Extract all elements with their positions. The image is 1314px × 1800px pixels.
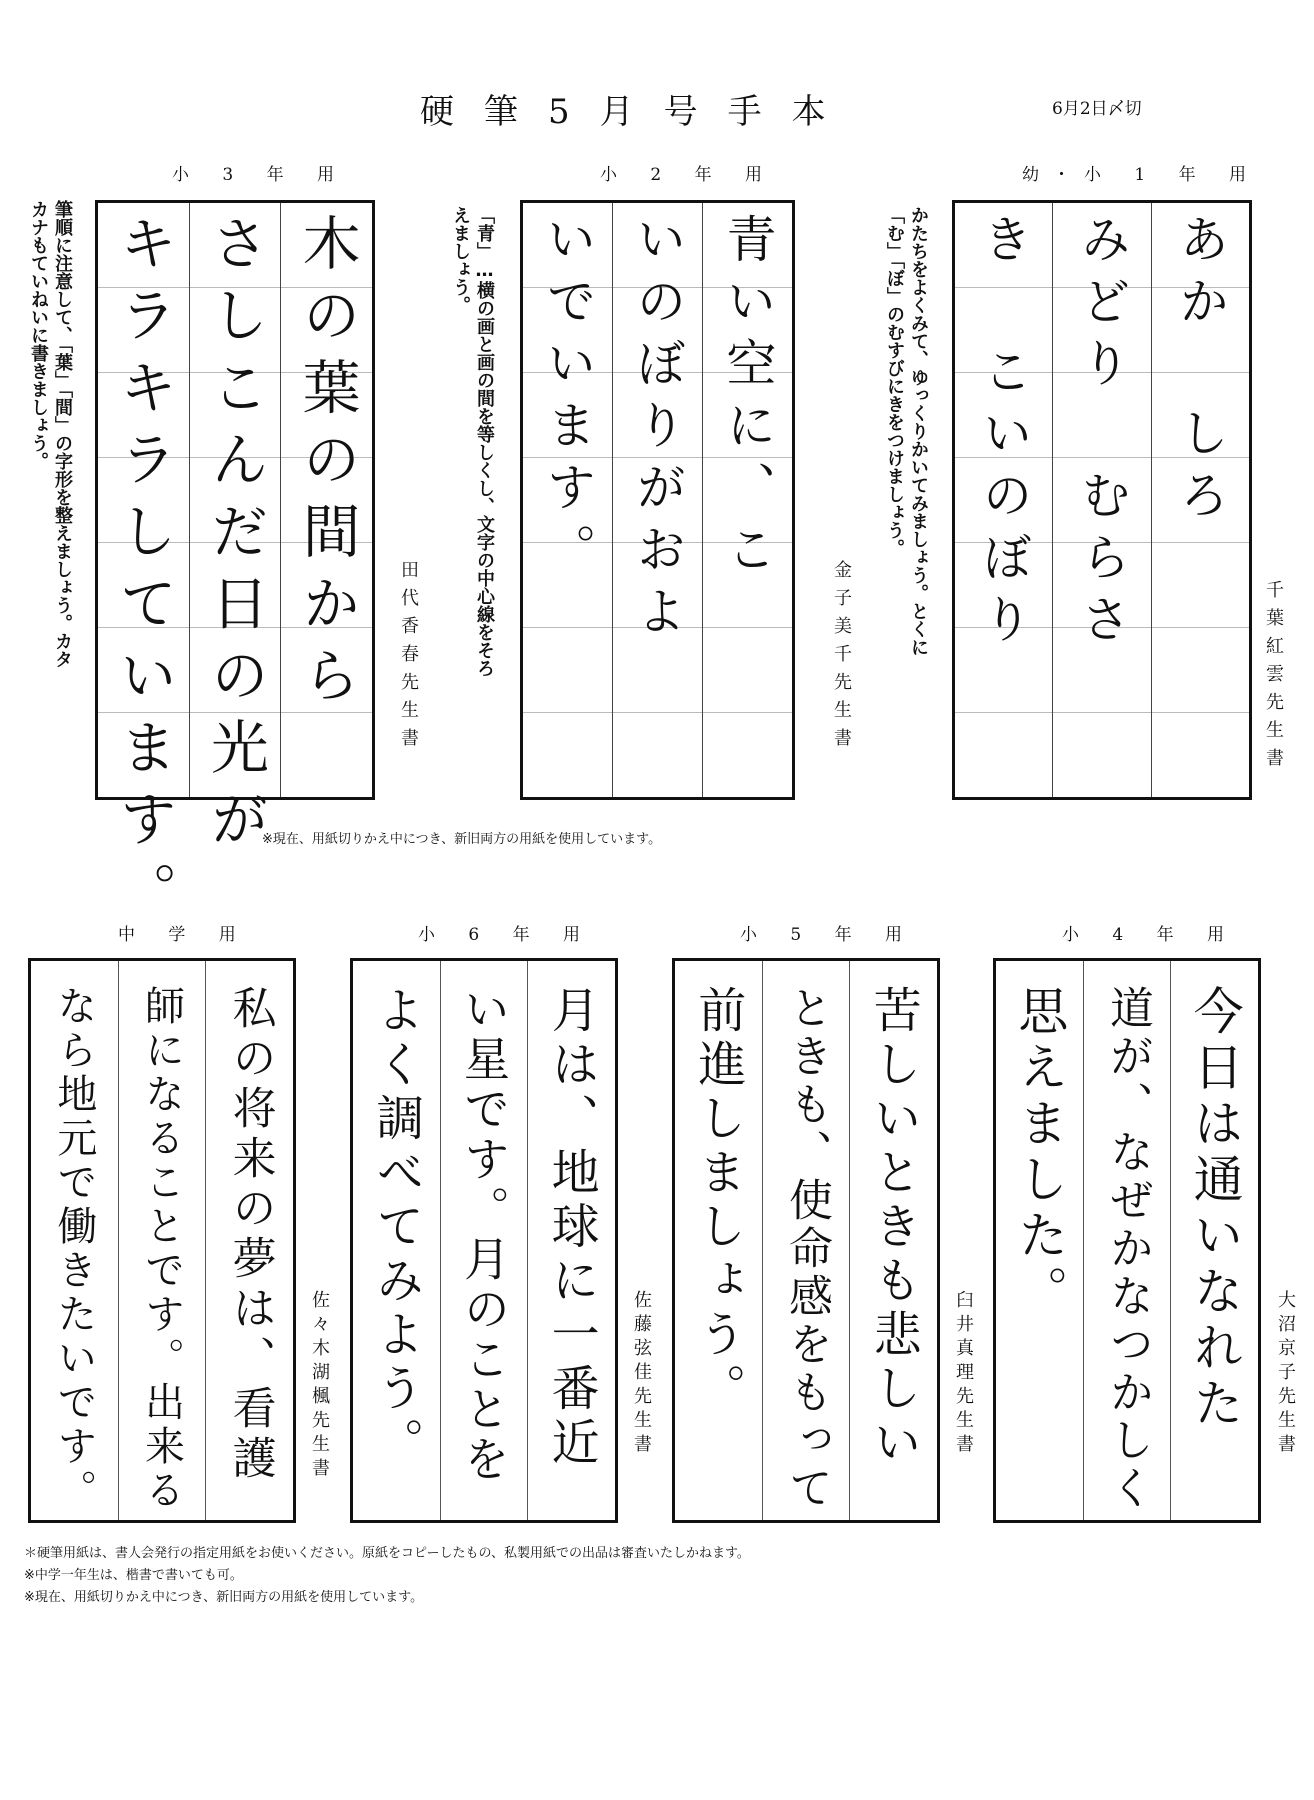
sheet-column — [849, 961, 937, 1520]
sheet-column — [523, 203, 612, 797]
sheet-column — [189, 203, 281, 861]
sheet-column — [1052, 203, 1150, 797]
sheet-column — [205, 961, 293, 1520]
model-text: 青い空に、こ — [718, 213, 777, 585]
note-line: かたちをよくみて、ゆっくりかいてみましょう。とくに — [908, 206, 929, 656]
model-text: 師になることです。出来る — [138, 985, 185, 1513]
model-text: 道が、なぜかなつかしく — [1101, 985, 1153, 1513]
sheet-column — [527, 961, 615, 1520]
footer-note-kaisho: ※中学一年生は、楷書で書いても可。 — [24, 1568, 243, 1583]
practice-sheet-sho6 — [350, 958, 618, 1523]
paper-change-note: ※現在、用紙切りかえ中につき、新旧両方の用紙を使用しています。 — [262, 832, 662, 847]
practice-sheet-sho2 — [520, 200, 795, 800]
sheet-column — [440, 961, 528, 1520]
model-text: 私の将来の夢は、看護 — [224, 985, 276, 1485]
note-line: 筆順に注意して、「葉」「間」の字形を整えましょう。カタ — [52, 200, 73, 668]
sheet-column — [702, 203, 792, 797]
grade-label-sho6: 小 6 年 用 — [418, 925, 595, 945]
instruction-note-yo1 — [882, 206, 930, 656]
note-line: えましょう。 — [450, 206, 471, 314]
model-text: いのぼりがおよ — [628, 213, 687, 647]
practice-sheet-chu — [28, 958, 296, 1523]
sheet-column — [612, 203, 702, 797]
model-text: き こいのぼり — [974, 213, 1033, 655]
grade-label-sho5: 小 5 年 用 — [740, 925, 917, 945]
model-text: あか しろ — [1171, 213, 1230, 531]
model-text: い星です。月のことを — [456, 985, 511, 1485]
model-text: みどり むらさ — [1073, 213, 1131, 655]
sheet-column — [762, 961, 850, 1520]
grade-label-yo1: 幼・小 1 年 用 — [1022, 165, 1261, 185]
sheet-column — [280, 203, 372, 797]
model-text: 前進しましょう。 — [689, 985, 746, 1417]
deadline: 6月2日〆切 — [1052, 99, 1142, 119]
teacher-credit-sho6: 佐藤弦佳先生書 — [631, 1290, 652, 1458]
model-text: なら地元で働きたいです。 — [50, 985, 97, 1513]
practice-sheet-yo1 — [952, 200, 1252, 800]
sheet-column — [955, 203, 1052, 797]
practice-sheet-sho4 — [993, 958, 1261, 1523]
practice-sheet-sho5 — [672, 958, 940, 1523]
teacher-credit-sho2: 金子美千先生書 — [831, 560, 852, 756]
page-title: 硬筆5月号手本 — [420, 92, 856, 132]
note-line: カナもていねいに書きましょう。 — [28, 200, 49, 470]
footer-note-paper-change: ※現在、用紙切りかえ中につき、新旧両方の用紙を使用しています。 — [24, 1590, 424, 1605]
model-text: 今日は通いなれた — [1185, 985, 1244, 1433]
model-text: よく調べてみよう。 — [367, 985, 424, 1471]
instruction-note-sho3 — [26, 200, 74, 668]
sheet-column — [1083, 961, 1171, 1520]
model-text: 苦しいときも悲しい — [865, 985, 922, 1471]
model-text: さしこんだ日の光が — [200, 213, 269, 861]
teacher-credit-sho4: 大沼京子先生書 — [1275, 1290, 1296, 1458]
model-text: ときも、使命感をもって — [780, 985, 832, 1513]
note-line: 「む」「ぼ」のむすびにきをつけましょう。 — [884, 206, 905, 557]
sheet-column — [675, 961, 762, 1520]
practice-sheet-sho3 — [95, 200, 375, 933]
model-text: 月は、地球に一番近 — [543, 985, 600, 1471]
model-text: 木の葉の間から — [292, 213, 361, 717]
model-text: いでいます。 — [538, 213, 597, 585]
teacher-credit-sho3: 田代香春先生書 — [398, 560, 419, 756]
sheet-column — [118, 961, 206, 1520]
sheet-column — [98, 203, 189, 933]
footer-note-paper: ＊硬筆用紙は、書人会発行の指定用紙をお使いください。原紙をコピーしたもの、私製用紙での出品は審査いたしかねます。 — [24, 1546, 750, 1561]
model-text: 思えました。 — [1010, 985, 1069, 1321]
teacher-credit-sho5: 臼井真理先生書 — [953, 1290, 974, 1458]
teacher-credit-yo1: 千葉紅雲先生書 — [1263, 580, 1284, 776]
grade-label-sho2: 小 2 年 用 — [600, 165, 777, 185]
sheet-column — [996, 961, 1083, 1520]
grade-label-sho4: 小 4 年 用 — [1062, 925, 1239, 945]
sheet-column — [353, 961, 440, 1520]
note-line: 「青」…横の画と画の間を等しくし、文字の中心線をそろ — [474, 206, 495, 677]
sheet-column — [1151, 203, 1249, 797]
instruction-note-sho2 — [448, 206, 496, 677]
grade-label-sho3: 小 3 年 用 — [172, 165, 349, 185]
sheet-column — [1170, 961, 1258, 1520]
grade-label-chu: 中 学 用 — [118, 925, 250, 945]
sheet-column — [31, 961, 118, 1520]
model-text: キラキラしています。 — [109, 213, 178, 933]
teacher-credit-chu: 佐々木湖楓先生書 — [309, 1290, 330, 1482]
